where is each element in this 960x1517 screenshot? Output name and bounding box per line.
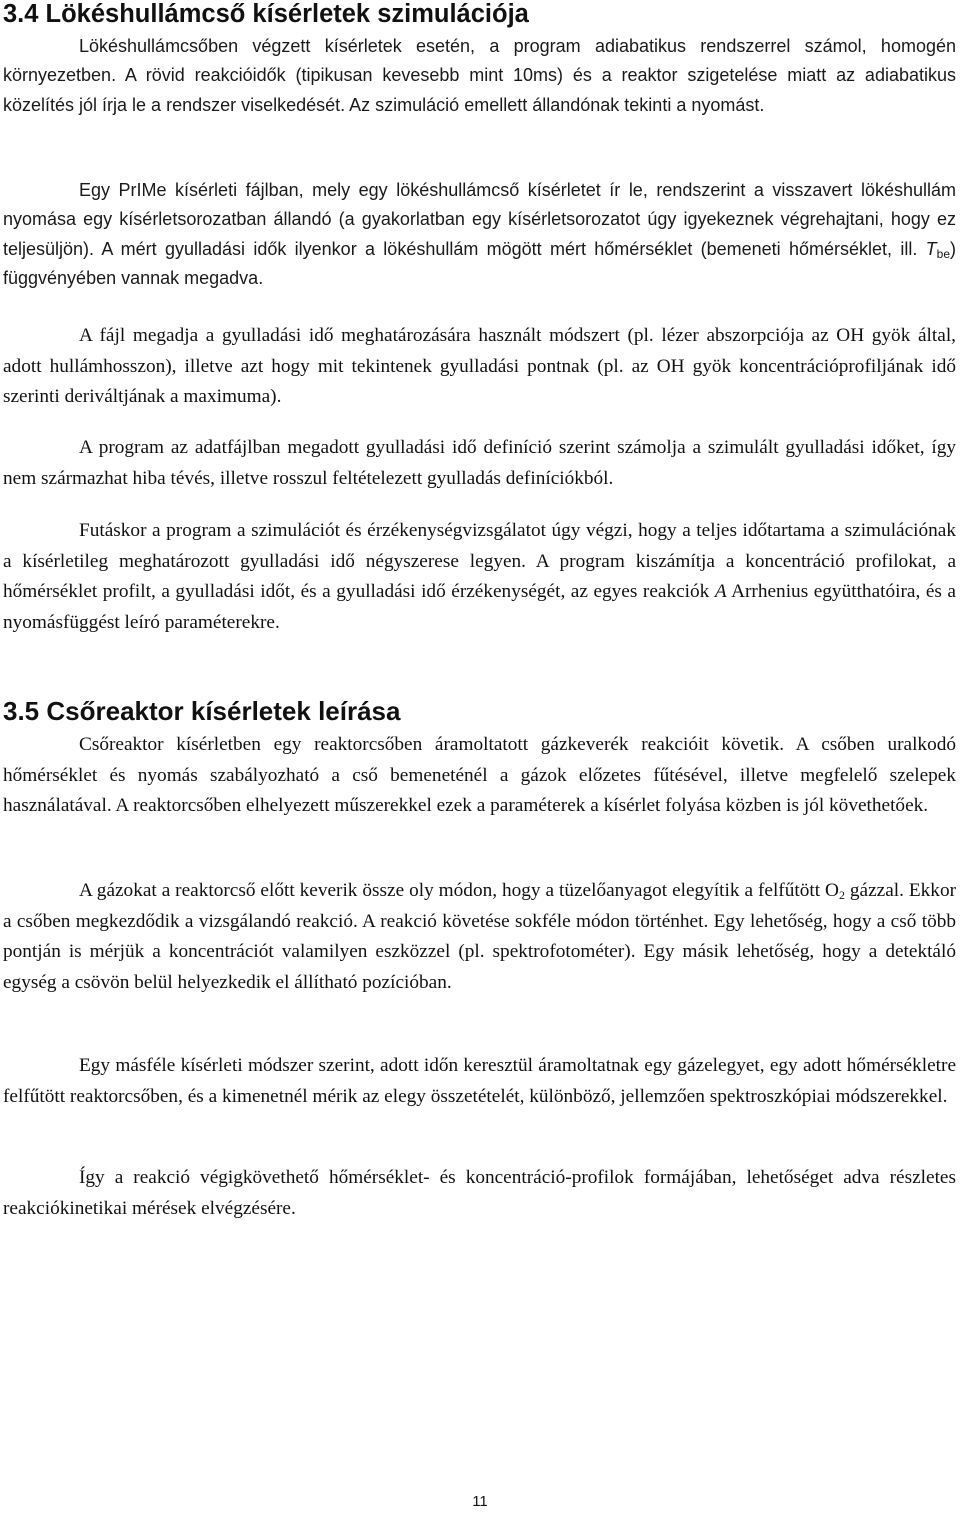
arrhenius-a-variable: A	[714, 581, 727, 602]
paragraph-prime-file	[3, 176, 956, 293]
temperature-subscript: be	[936, 246, 950, 261]
paragraph-run-simulation	[3, 516, 956, 638]
paragraph-ignition-method: A fájl megadja a gyulladási idő meghatározására használt módszert (pl. lézer abszorpciója az OH gyök által, adott hullámhosszon), illetve azt hogy mit tekintenek gyulladási pontnak (pl. az OH gyök koncentrációprofiljának idő szerinti deriváltjának a maximuma).	[3, 325, 956, 407]
paragraph-gas-mixing	[3, 876, 956, 998]
paragraph-adiabatic: Lökéshullámcsőben végzett kísérletek esetén, a program adiabatikus rendszerrel számol, homogén környezetben. A rövid reakcióidők (tipikusan kevesebb mint 10ms) és a reaktor szigetelése miatt az adiabatikus közelítés jól írja le a rendszer viselkedését. Az szimuláció emellett állandónak tekinti a nyomást.	[3, 36, 956, 115]
paragraph-run-simulation-tail: Arrhenius együtthatóira, és a nyomásfüggést leíró paraméterekre.	[3, 581, 956, 633]
paragraph-alternative-method: Egy másféle kísérleti módszer szerint, adott időn keresztül áramoltatnak egy gázelegyet, egy adott hőmérsékletre felfűtött reaktorcsőben, és a kimenetnél mérik az elegy összetételét, különböző, jellemzően spektroszkópiai módszerekkel.	[3, 1055, 956, 1107]
paragraph-prime-file-tail: ) függvényében vannak megadva.	[3, 238, 956, 288]
paragraph-profiles: Így a reakció végigkövethető hőmérséklet- és koncentráció-profilok formájában, lehetőséget adva részletes reakciókinetikai mérések elvégzésére.	[3, 1167, 956, 1219]
paragraph-gas-mixing-tail: gázzal. Ekkor a csőben megkezdődik a vizsgálandó reakció. A reakció követése sokféle módon történhet. Egy lehetőség, hogy a cső több pontján is mérjük a koncentrációt valamilyen eszközzel (pl. spektrofotométer). Egy másik lehetőség, hogy a detektáló egység a csövön belül helyezkedik el állítható pozícióban.	[3, 880, 957, 993]
paragraph-gas-mixing-text: A gázokat a reaktorcső előtt keverik össze oly módon, hogy a tüzelőanyagot elegyítik a felfűtött O	[79, 880, 839, 901]
paragraph-run-simulation-text: Futáskor a program a szimulációt és érzékenységvizsgálatot úgy végzi, hogy a teljes időtartama a szimulációnak a kísérletileg meghatározott gyulladási idő négyszerese legyen. A program kiszámítja a koncentráció profilokat, a hőmérséklet profilt, a gyulladási időt, és a gyulladási idő érzékenységét, az egyes reakciók	[3, 520, 956, 602]
section-heading-3-5: 3.5 Csőreaktor kísérletek leírása	[3, 696, 401, 726]
oxygen-subscript: 2	[838, 888, 845, 902]
section-heading-3-4: 3.4 Lökéshullámcső kísérletek szimulációja	[3, 0, 529, 28]
paragraph-tube-reactor: Csőreaktor kísérletben egy reaktorcsőben áramoltatott gázkeverék reakcióit követik. A csőben uralkodó hőmérséklet és nyomás szabályozható a cső bemeneténél a gázok előzetes fűtésével, illetve megfelelő szelepek használatával. A reaktorcsőben elhelyezett műszerekkel ezek a paraméterek a kísérlet folyása közben is jól követhetőek.	[3, 734, 956, 816]
temperature-variable: T	[925, 238, 937, 259]
page-number: 11	[472, 1493, 488, 1510]
paragraph-prime-file-text: Egy PrIMe kísérleti fájlban, mely egy lökéshullámcső kísérletet ír le, rendszerint a visszavert lökéshullám nyomása egy kísérletsorozatban állandó (a gyakorlatban egy kísérletsorozatot úgy igyekeznek végrehajtani, hogy ez teljesüljön). A mért gyulladási idők ilyenkor a lökéshullám mögött mért hőmérséklet (bemeneti hőmérséklet, ill.	[3, 180, 956, 259]
paragraph-ignition-definition: A program az adatfájlban megadott gyulladási idő definíció szerint számolja a szimulált gyulladási időket, így nem származhat hiba tévés, illetve rosszul feltételezett gyulladás definíciókból.	[3, 437, 956, 489]
